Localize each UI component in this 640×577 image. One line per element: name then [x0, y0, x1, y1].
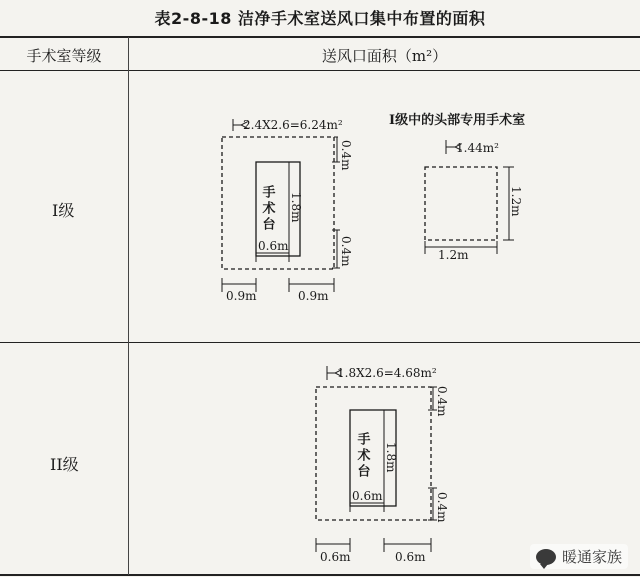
left-gap-2: 0.6m — [320, 550, 351, 564]
table-width-2: 0.6m — [352, 489, 383, 503]
watermark — [530, 544, 628, 569]
left-gap-1: 0.9m — [226, 289, 257, 303]
watermark-text: 暖通家族 — [561, 548, 622, 566]
head-room-title: I级中的头部专用手术室 — [389, 113, 526, 128]
right-gap-1: 0.9m — [298, 289, 329, 303]
table-label-1: 手术台 — [259, 185, 275, 233]
head-height-label: 1.2m — [509, 186, 523, 217]
diagram-head-1 — [425, 140, 514, 254]
top-gap-2: 0.4m — [435, 386, 449, 417]
table-label-2: 手术台 — [354, 432, 370, 480]
bottom-gap-2: 0.4m — [435, 492, 449, 523]
head-width-label: 1.2m — [438, 248, 469, 262]
table-length-1: 1.8m — [289, 192, 303, 223]
right-gap-2: 0.6m — [395, 550, 426, 564]
area-label-1: 2.4X2.6=6.24m² — [243, 118, 343, 132]
table-width-1: 0.6m — [258, 239, 289, 253]
diagram-main-2 — [316, 366, 437, 552]
table-title: 表2-8-18 洁净手术室送风口集中布置的面积 — [154, 9, 486, 28]
header-area: 送风口面积（m²） — [321, 47, 448, 65]
bottom-gap-1: 0.4m — [339, 236, 353, 267]
row-grade-2: II级 — [50, 455, 79, 474]
head-area-label: 1.44m² — [456, 141, 499, 155]
header-grade: 手术室等级 — [26, 47, 102, 65]
row-grade-1: I级 — [52, 201, 75, 220]
top-gap-1: 0.4m — [339, 140, 353, 171]
area-label-2: 1.8X2.6=4.68m² — [337, 366, 437, 380]
air-supply-area-head — [425, 167, 497, 240]
wechat-icon — [536, 549, 556, 565]
table-length-2: 1.8m — [384, 442, 398, 473]
diagram-main-1 — [222, 119, 340, 292]
